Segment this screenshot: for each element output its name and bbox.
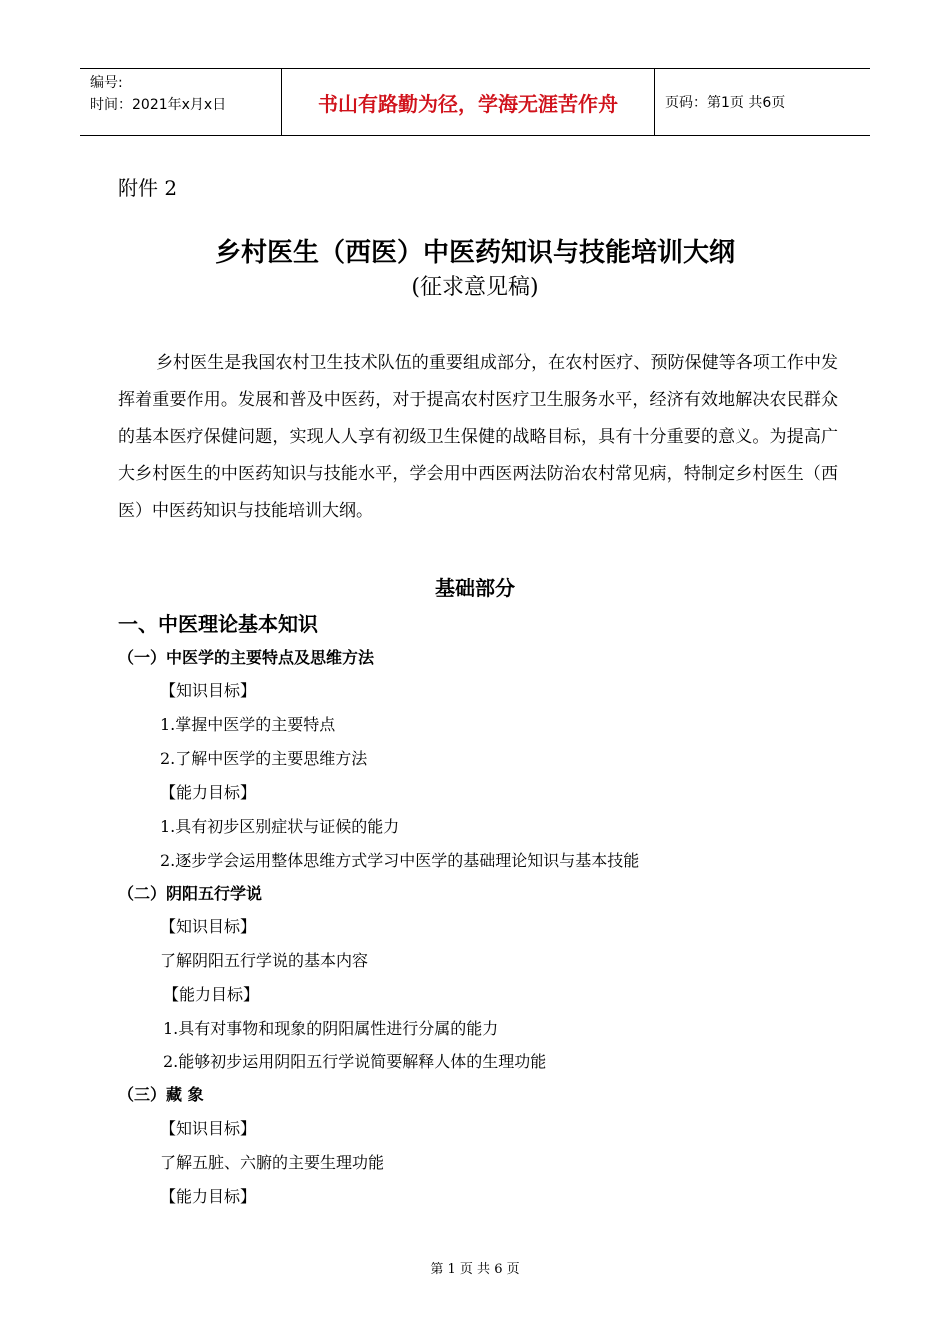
chapter-heading: 一、中医理论基本知识 [118,612,318,636]
header-page-info: 页码：第1页 共6页 [665,95,786,111]
list-item: 了解阴阳五行学说的基本内容 [160,951,369,970]
number-label: 编号: [90,75,123,91]
list-item: 2.了解中医学的主要思维方法 [160,749,368,768]
ability-goal-label: 【能力目标】 [160,1187,257,1206]
intro-paragraph: 乡村医生是我国农村卫生技术队伍的重要组成部分，在农村医疗、预防保健等各项工作中发挥着重要作用。发展和普及中医药，对于提高农村医疗卫生服务水平，经济有效地解决农民群众的基本医疗保健问题，实现人人享有初级卫生保健的战略目标，具有十分重要的意义。为提高广大乡村医生的中医药知识与技能水平，学会用中西医两法防治农村常见病，特制定乡村医生（西医）中医药知识与技能培训大纲。 [118,353,838,521]
document-title: 乡村医生（西医）中医药知识与技能培训大纲 [214,238,735,268]
list-item: 1.掌握中医学的主要特点 [160,715,336,734]
ability-goal-label: 【能力目标】 [160,783,257,802]
date-label: 时间：2021年x月x日 [90,97,227,113]
document-subtitle: (征求意见稿) [411,275,539,300]
knowledge-goal-label: 【知识目标】 [160,917,257,936]
knowledge-goal-label: 【知识目标】 [160,681,257,700]
page-footer: 第 1 页 共 6 页 [430,1262,520,1277]
page-header [80,68,870,136]
list-item: 1.具有初步区别症状与证候的能力 [160,817,400,836]
attachment-label: 附件 2 [118,176,178,200]
list-item: 了解五脏、六腑的主要生理功能 [160,1153,385,1172]
subsection-heading: （二）阴阳五行学说 [118,884,263,903]
header-motto: 书山有路勤为径，学海无涯苦作舟 [282,69,655,135]
list-item: 2.能够初步运用阴阳五行学说简要解释人体的生理功能 [163,1052,547,1071]
header-meta [80,69,282,135]
list-item: 2.逐步学会运用整体思维方式学习中医学的基础理论知识与基本技能 [160,851,640,870]
knowledge-goal-label: 【知识目标】 [160,1119,257,1138]
section-title: 基础部分 [435,576,515,600]
ability-goal-label: 【能力目标】 [163,985,260,1004]
subsection-heading: （一）中医学的主要特点及思维方法 [118,648,375,667]
subsection-heading: （三）藏 象 [118,1085,204,1104]
list-item: 1.具有对事物和现象的阴阳属性进行分属的能力 [163,1019,499,1038]
